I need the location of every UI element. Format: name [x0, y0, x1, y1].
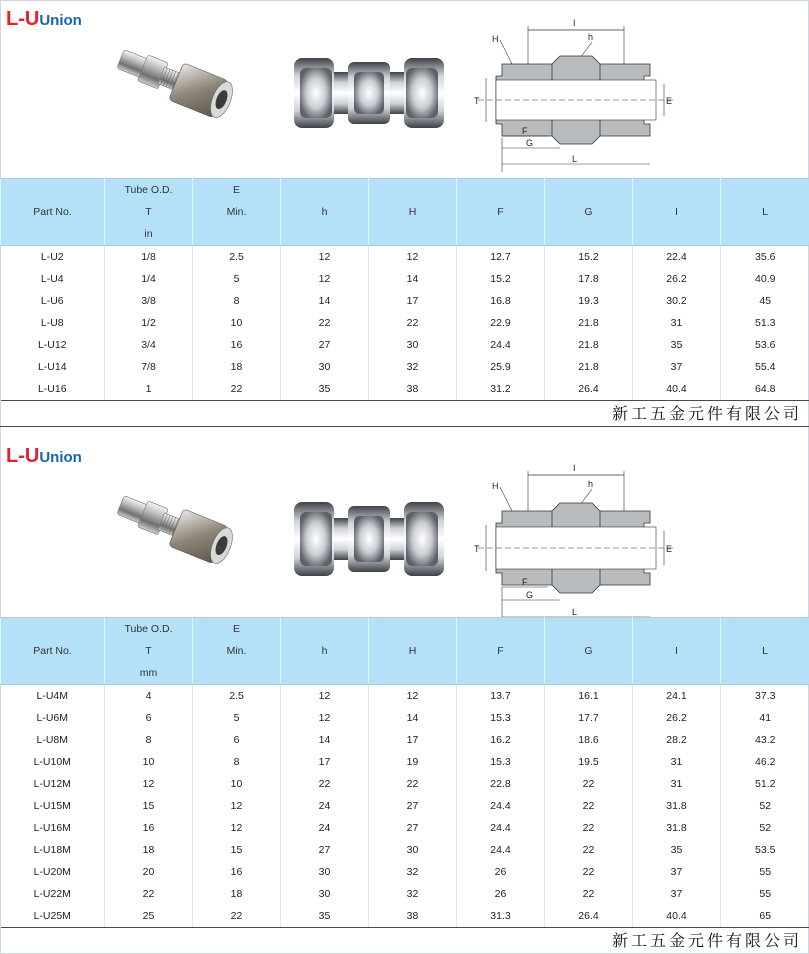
cell-tube-od: 7/8 — [105, 356, 193, 378]
cell-e-min: 8 — [193, 290, 281, 312]
cell-i: 22.4 — [633, 246, 721, 269]
header-h-big: H — [369, 179, 457, 246]
cell-part-no: L-U8M — [36, 734, 68, 746]
cell-part-no: L-U12M — [33, 778, 71, 790]
cell-part-no: L-U4M — [36, 690, 68, 702]
cell-g: 15.2 — [545, 246, 633, 269]
drawing-label-h-small: h — [588, 479, 594, 489]
header-h-small: h — [281, 618, 369, 685]
cell-h-big: 27 — [369, 795, 457, 817]
table-row — [1, 729, 809, 751]
cell-h-small: 22 — [281, 312, 369, 334]
table-row — [1, 246, 809, 269]
cell-h-small: 35 — [281, 905, 369, 928]
cell-h-small: 24 — [281, 817, 369, 839]
cell-tube-od: 4 — [105, 685, 193, 708]
cell-l: 55.4 — [721, 356, 809, 378]
cell-h-big: 17 — [369, 290, 457, 312]
cell-g: 26.4 — [545, 378, 633, 401]
table-row — [1, 817, 809, 839]
table-header-row — [1, 618, 809, 685]
table-row — [1, 312, 809, 334]
cell-tube-od: 15 — [105, 795, 193, 817]
table-row — [1, 795, 809, 817]
cell-i: 31.8 — [633, 795, 721, 817]
cell-e-min: 2.5 — [193, 246, 281, 269]
cell-i: 31 — [633, 773, 721, 795]
cell-tube-od: 22 — [105, 883, 193, 905]
cell-i: 24.1 — [633, 685, 721, 708]
cell-part-no: L-U8 — [40, 317, 64, 329]
cell-l: 45 — [721, 290, 809, 312]
title-name: Union — [39, 12, 82, 29]
cell-l: 55 — [721, 883, 809, 905]
drawing-label-e: E — [666, 544, 673, 554]
cell-f: 26 — [457, 883, 545, 905]
cell-h-small: 14 — [281, 290, 369, 312]
cell-h-big: 14 — [369, 707, 457, 729]
cell-part-no: L-U25M — [1, 905, 105, 928]
cell-h-big: 38 — [369, 378, 457, 401]
table-header-row — [1, 179, 809, 246]
cell-i: 37 — [633, 356, 721, 378]
section-divider — [0, 426, 809, 427]
cell-i: 31.8 — [633, 817, 721, 839]
cell-i: 35 — [633, 334, 721, 356]
header-e-min: E Min. — [193, 179, 281, 246]
cell-l: 43.2 — [721, 729, 809, 751]
table-body — [1, 685, 809, 928]
cell-f: 16.2 — [457, 729, 545, 751]
cell-g: 22 — [545, 795, 633, 817]
cell-h-big: 17 — [369, 729, 457, 751]
cell-i: 28.2 — [633, 729, 721, 751]
cell-h-small: 30 — [281, 883, 369, 905]
cell-h-small: 27 — [281, 334, 369, 356]
table-row — [1, 290, 809, 312]
cell-f: 13.7 — [457, 685, 545, 708]
cell-part-no: L-U4 — [40, 273, 64, 285]
cell-part-no: L-U16 — [1, 378, 105, 401]
cell-h-big: 32 — [369, 883, 457, 905]
drawing-label-h-big: H — [492, 481, 499, 491]
cell-i: 35 — [633, 839, 721, 861]
cell-f: 24.4 — [457, 839, 545, 861]
cell-i: 40.4 — [633, 378, 721, 401]
table-row — [1, 773, 809, 795]
cell-g: 19.5 — [545, 751, 633, 773]
table-row — [1, 268, 809, 290]
cell-g: 19.3 — [545, 290, 633, 312]
company-name: 新工五金元件有限公司 — [611, 931, 802, 950]
cell-f: 24.4 — [457, 334, 545, 356]
cell-e-min: 5 — [193, 268, 281, 290]
cell-h-small: 14 — [281, 729, 369, 751]
cell-g: 22 — [545, 817, 633, 839]
cell-g: 26.4 — [545, 905, 633, 928]
header-l: L — [721, 618, 809, 685]
cell-h-small: 12 — [281, 707, 369, 729]
cell-l: 64.8 — [721, 378, 809, 401]
drawing-label-e: E — [666, 96, 673, 106]
header-g: G — [545, 618, 633, 685]
section-metric — [0, 437, 809, 954]
header-i: I — [633, 179, 721, 246]
header-tube-od: Tube O.D. T in — [105, 179, 193, 246]
cell-part-no: L-U20M — [33, 866, 71, 878]
cell-f: 26 — [457, 861, 545, 883]
cell-tube-od: 1 — [105, 378, 193, 401]
drawing-label-i: I — [573, 463, 576, 473]
drawing-label-f: F — [522, 126, 528, 136]
cell-tube-od: 6 — [105, 707, 193, 729]
section-inch — [0, 0, 809, 427]
header-f: F — [457, 618, 545, 685]
cell-part-no: L-U22M — [33, 888, 71, 900]
drawing-label-g: G — [526, 138, 534, 148]
cell-h-big: 30 — [369, 334, 457, 356]
cell-e-min: 12 — [193, 817, 281, 839]
cell-e-min: 18 — [193, 356, 281, 378]
cell-e-min: 2.5 — [193, 685, 281, 708]
cell-l: 52 — [721, 817, 809, 839]
cell-part-no: L-U12 — [37, 339, 67, 351]
cell-f: 15.3 — [457, 707, 545, 729]
union-dimension-drawing — [468, 12, 684, 178]
table-row — [1, 861, 809, 883]
cell-g: 21.8 — [545, 334, 633, 356]
cell-e-min: 8 — [193, 751, 281, 773]
cell-g: 22 — [545, 861, 633, 883]
cell-g: 21.8 — [545, 312, 633, 334]
cell-i: 40.4 — [633, 905, 721, 928]
cell-h-big: 22 — [369, 773, 457, 795]
table-row — [1, 685, 809, 708]
cell-tube-od: 1/4 — [105, 268, 193, 290]
cell-i: 30.2 — [633, 290, 721, 312]
cell-f: 15.3 — [457, 751, 545, 773]
cell-l: 51.3 — [721, 312, 809, 334]
cell-h-big: 27 — [369, 817, 457, 839]
header-part-no: Part No. — [1, 179, 105, 246]
cell-h-big: 12 — [369, 246, 457, 269]
table-row — [1, 356, 809, 378]
cell-g: 22 — [545, 773, 633, 795]
drawing-label-h-big: H — [492, 34, 499, 44]
cell-part-no: L-U16M — [33, 822, 71, 834]
cell-h-big: 32 — [369, 356, 457, 378]
union-cutaway-image — [290, 494, 448, 584]
cell-l: 53.6 — [721, 334, 809, 356]
cell-l: 41 — [721, 707, 809, 729]
company-name: 新工五金元件有限公司 — [611, 404, 802, 423]
cell-l: 35.6 — [721, 246, 809, 269]
cell-h-big: 19 — [369, 751, 457, 773]
cell-h-big: 14 — [369, 268, 457, 290]
cell-h-small: 27 — [281, 839, 369, 861]
cell-e-min: 16 — [193, 861, 281, 883]
title-name: Union — [39, 449, 82, 466]
header-e-min: E Min. — [193, 618, 281, 685]
cell-tube-od: 12 — [105, 773, 193, 795]
cell-e-min: 18 — [193, 883, 281, 905]
cell-e-min: 16 — [193, 334, 281, 356]
cell-h-small: 30 — [281, 356, 369, 378]
cell-i: 26.2 — [633, 268, 721, 290]
table-row — [1, 378, 809, 401]
union-cutaway-image — [290, 50, 448, 136]
cell-tube-od: 10 — [105, 751, 193, 773]
cell-h-small: 12 — [281, 685, 369, 708]
header-part-no: Part No. — [1, 618, 105, 685]
cell-tube-od: 18 — [105, 839, 193, 861]
cell-i: 37 — [633, 861, 721, 883]
cell-tube-od: 20 — [105, 861, 193, 883]
cell-part-no: L-U15M — [33, 800, 71, 812]
cell-h-big: 12 — [369, 685, 457, 708]
drawing-label-i: I — [573, 18, 576, 28]
drawing-label-h-small: h — [588, 32, 594, 42]
drawing-label-t: T — [474, 96, 480, 106]
cell-tube-od: 3/4 — [105, 334, 193, 356]
cell-g: 22 — [545, 839, 633, 861]
cell-tube-od: 1/2 — [105, 312, 193, 334]
cell-tube-od: 16 — [105, 817, 193, 839]
cell-e-min: 10 — [193, 312, 281, 334]
cell-h-small: 22 — [281, 773, 369, 795]
table-row — [1, 839, 809, 861]
cell-g: 22 — [545, 883, 633, 905]
title-code: L-U — [6, 445, 40, 467]
cell-part-no: L-U18M — [33, 844, 71, 856]
drawing-label-f: F — [522, 577, 528, 587]
cell-h-small: 17 — [281, 751, 369, 773]
cell-g: 21.8 — [545, 356, 633, 378]
table-row — [1, 334, 809, 356]
cell-tube-od: 25 — [105, 905, 193, 928]
cell-h-small: 24 — [281, 795, 369, 817]
cell-f: 22.8 — [457, 773, 545, 795]
cell-i: 31 — [633, 751, 721, 773]
union-fitting-photo — [108, 42, 256, 134]
cell-l: 52 — [721, 795, 809, 817]
drawing-label-t: T — [474, 544, 480, 554]
cell-h-small: 12 — [281, 246, 369, 269]
header-i: I — [633, 618, 721, 685]
cell-g: 16.1 — [545, 685, 633, 708]
header-l: L — [721, 179, 809, 246]
union-fitting-photo — [108, 485, 256, 583]
cell-l: 40.9 — [721, 268, 809, 290]
cell-g: 18.6 — [545, 729, 633, 751]
cell-tube-od: 1/8 — [105, 246, 193, 269]
table-row — [1, 883, 809, 905]
cell-part-no: L-U6M — [36, 712, 68, 724]
cell-h-big: 32 — [369, 861, 457, 883]
cell-f: 16.8 — [457, 290, 545, 312]
cell-l: 65 — [721, 905, 809, 928]
cell-h-big: 30 — [369, 839, 457, 861]
cell-tube-od: 8 — [105, 729, 193, 751]
cell-l: 37.3 — [721, 685, 809, 708]
spec-table-metric — [0, 617, 809, 928]
table-body — [1, 246, 809, 401]
cell-g: 17.8 — [545, 268, 633, 290]
header-tube-od: Tube O.D. T mm — [105, 618, 193, 685]
cell-part-no: L-U14 — [37, 361, 67, 373]
drawing-label-l: L — [572, 607, 578, 617]
header-f: F — [457, 179, 545, 246]
cell-f: 15.2 — [457, 268, 545, 290]
cell-part-no: L-U2 — [40, 251, 64, 263]
cell-l: 53.5 — [721, 839, 809, 861]
cell-l: 51.2 — [721, 773, 809, 795]
cell-h-small: 35 — [281, 378, 369, 401]
cell-h-small: 12 — [281, 268, 369, 290]
cell-f: 24.4 — [457, 795, 545, 817]
cell-e-min: 12 — [193, 795, 281, 817]
cell-f: 31.3 — [457, 905, 545, 928]
cell-part-no: L-U6 — [40, 295, 64, 307]
cell-i: 26.2 — [633, 707, 721, 729]
drawing-label-g: G — [526, 590, 534, 600]
cell-part-no: L-U10M — [33, 756, 71, 768]
drawing-label-l: L — [572, 154, 578, 164]
header-g: G — [545, 179, 633, 246]
cell-i: 31 — [633, 312, 721, 334]
cell-l: 55 — [721, 861, 809, 883]
spec-table-inch — [0, 178, 809, 401]
cell-tube-od: 3/8 — [105, 290, 193, 312]
cell-h-big: 38 — [369, 905, 457, 928]
cell-f: 22.9 — [457, 312, 545, 334]
cell-e-min: 5 — [193, 707, 281, 729]
header-h-small: h — [281, 179, 369, 246]
cell-l: 46.2 — [721, 751, 809, 773]
cell-g: 17.7 — [545, 707, 633, 729]
cell-h-small: 30 — [281, 861, 369, 883]
section-title — [6, 445, 82, 469]
cell-e-min: 6 — [193, 729, 281, 751]
header-h-big: H — [369, 618, 457, 685]
table-row — [1, 707, 809, 729]
table-row — [1, 751, 809, 773]
table-row — [1, 905, 809, 928]
title-code: L-U — [6, 8, 40, 30]
section-title — [6, 8, 82, 32]
cell-e-min: 15 — [193, 839, 281, 861]
cell-e-min: 22 — [193, 905, 281, 928]
union-dimension-drawing — [468, 457, 684, 631]
cell-e-min: 22 — [193, 378, 281, 401]
cell-f: 31.2 — [457, 378, 545, 401]
cell-f: 24.4 — [457, 817, 545, 839]
cell-h-big: 22 — [369, 312, 457, 334]
cell-f: 12.7 — [457, 246, 545, 269]
cell-f: 25.9 — [457, 356, 545, 378]
cell-e-min: 10 — [193, 773, 281, 795]
cell-i: 37 — [633, 883, 721, 905]
